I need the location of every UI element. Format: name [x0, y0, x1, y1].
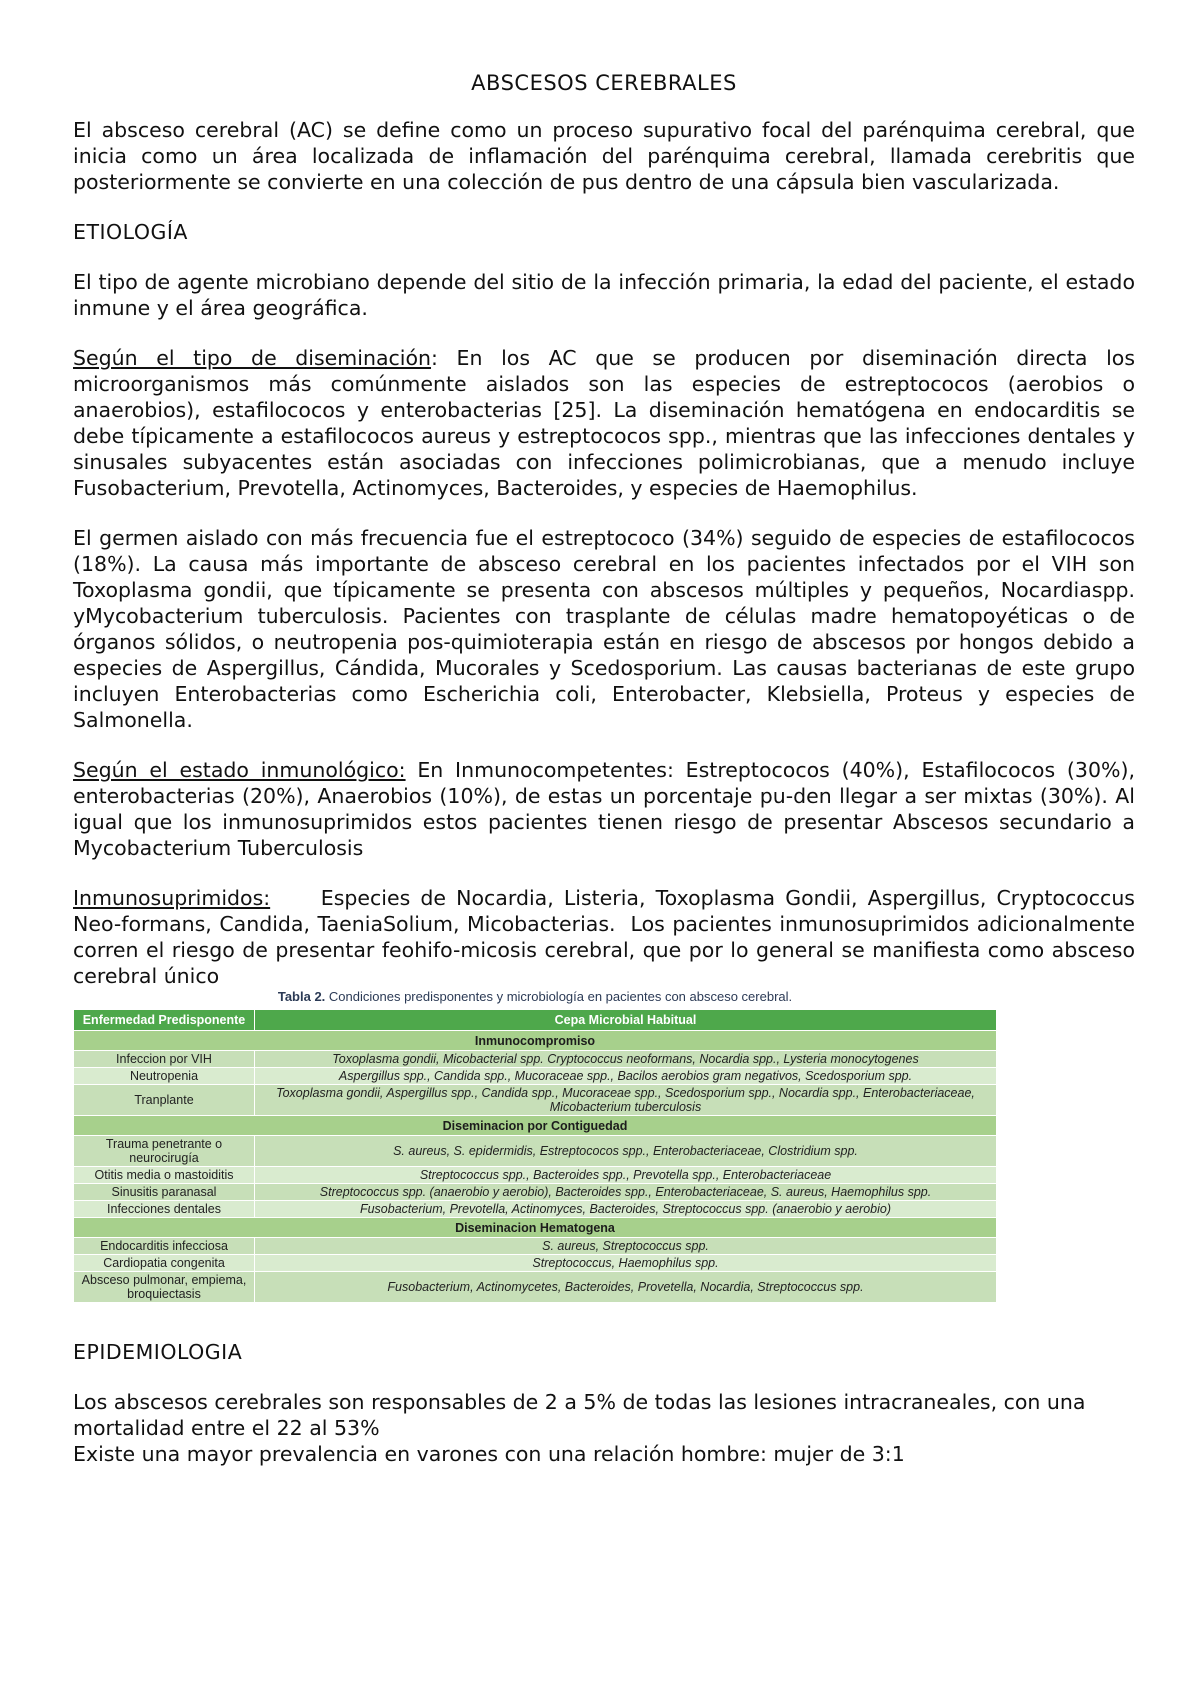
col-header-enfermedad: Enfermedad Predisponente [74, 1010, 255, 1031]
epidemiologia-paragraph-1: Los abscesos cerebrales son responsables de 2 a 5% de todas las lesiones intracraneales, con una mortalidad entre el 22 al 53% [73, 1390, 1086, 1440]
table-row [74, 1085, 997, 1116]
table-cell-microbial: Fusobacterium, Actinomycetes, Bacteroides, Provetella, Nocardia, Streptococcus spp. [255, 1272, 997, 1303]
table-row [74, 1068, 997, 1085]
estado-inmunologico-text: En Inmunocompetentes: Estreptococos (40%), Estafilococos (30%), enterobacterias (20%), Anaerobios (10%), de estas un porcentaje pu-den llegar a ser mixtas (30%). Al igual que los inmunosuprimidos estos pacientes tienen riesgo de presentar Abscesos secundario a Mycobacterium Tuberculosis [73, 758, 1135, 860]
table-cell-condition: Infecciones dentales [74, 1201, 255, 1218]
etiologia-paragraph-3: El germen aislado con más frecuencia fue el estreptococo (34%) seguido de especies de estafilococos (18%). La causa más importante de absceso cerebral en los pacientes infectados por el VIH son Toxoplasma gondii, que típicamente se presenta con abscesos múltiples y pequeños, Nocardiaspp. yMycobacterium tuberculosis. Pacientes con trasplante de células madre hematopoyéticas o de órganos sólidos, o neutropenia pos-quimioterapia están en riesgo de abscesos por hongos debido a especies de Aspergillus, Cándida, Mucorales y Scedosporium. Las causas bacterianas de este grupo incluyen Enterobacterias como Escherichia coli, Enterobacter, Klebsiella, Proteus y especies de Salmonella. [73, 526, 1135, 732]
table-row [74, 1167, 997, 1184]
table-cell-microbial: S. aureus, S. epidermidis, Estreptococos spp., Enterobacteriaceae, Clostridium spp. [255, 1136, 997, 1167]
document-page [73, 70, 1142, 1467]
table-cell-microbial: Fusobacterium, Prevotella, Actinomyces, Bacteroides, Streptococcus spp. (anaerobio y aerobio) [255, 1201, 997, 1218]
table-cell-microbial: Streptococcus spp., Bacteroides spp., Prevotella spp., Enterobacteriaceae [255, 1167, 997, 1184]
table-row [74, 1184, 997, 1201]
etiologia-paragraph-5 [73, 885, 1142, 989]
table-section-title: Diseminacion Hematogena [74, 1218, 997, 1238]
table-row [74, 1238, 997, 1255]
table-cell-microbial: Streptococcus, Haemophilus spp. [255, 1255, 997, 1272]
table-cell-condition: Absceso pulmonar, empiema, broquiectasis [74, 1272, 255, 1303]
table-cell-microbial: Streptococcus spp. (anaerobio y aerobio), Bacteroides spp., Enterobacteriaceae, S. aureus, Haemophilus spp. [255, 1184, 997, 1201]
table-cell-condition: Trauma penetrante o neurocirugía [74, 1136, 255, 1167]
table-header-row [74, 1010, 997, 1031]
etiologia-paragraph-2 [73, 345, 1135, 501]
table-cell-condition: Neutropenia [74, 1068, 255, 1085]
table-section-title: Inmunocompromiso [74, 1031, 997, 1051]
intro-paragraph: El absceso cerebral (AC) se define como un proceso supurativo focal del parénquima cerebral, que inicia como un área localizada de inflamación del parénquima cerebral, llamada cerebritis que posteriormente se convierte en una colección de pus dentro de una cápsula bien vascularizada. [73, 118, 1135, 194]
diseminacion-text: : En los AC que se producen por diseminación directa los microorganismos más comúnmente aislados son las especies de estreptococos (aerobios o anaerobios), estafilococos y enterobacterias [25]. La diseminación hematógena en endocarditis se debe típicamente a estafilococos aureus y estreptococos spp., mientras que las infecciones dentales y sinusales subyacentes están asociadas con infecciones polimicrobianas, que a menudo incluye Fusobacterium, Prevotella, Actinomyces, Bacteroides, y especies de Haemophilus. [73, 346, 1135, 500]
document-title: ABSCESOS CEREBRALES [471, 71, 737, 95]
etiologia-paragraph-1: El tipo de agente microbiano depende del sitio de la infección primaria, la edad del paciente, el estado inmune y el área geográfica. [73, 270, 1135, 320]
col-header-cepa: Cepa Microbial Habitual [255, 1010, 997, 1031]
table-caption-label: Tabla 2. [277, 989, 326, 1004]
estado-inmunologico-label: Según el estado inmunológico: [73, 758, 406, 782]
table-row [74, 1255, 997, 1272]
table-row [74, 1201, 997, 1218]
table-cell-condition: Cardiopatia congenita [74, 1255, 255, 1272]
table-cell-condition: Tranplante [74, 1085, 255, 1116]
table-caption [73, 989, 997, 1005]
table-cell-microbial: Aspergillus spp., Candida spp., Mucoraceae spp., Bacilos aerobios gram negativos, Scedosporium spp. [255, 1068, 997, 1085]
table-cell-microbial: Toxoplasma gondii, Aspergillus spp., Candida spp., Mucoraceae spp., Scedosporium spp., Nocardia spp., Enterobacteriaceae, Micobacterium tuberculosis [255, 1085, 997, 1116]
table-cell-condition: Endocarditis infecciosa [74, 1238, 255, 1255]
table-row [74, 1272, 997, 1303]
table-section-row [74, 1116, 997, 1136]
table-row [74, 1051, 997, 1068]
table-section-title: Diseminacion por Contiguedad [74, 1116, 997, 1136]
etiologia-paragraph-4 [73, 757, 1135, 861]
epidemiologia-paragraph-2: Existe una mayor prevalencia en varones con una relación hombre: mujer de 3:1 [73, 1442, 905, 1466]
table-caption-text: Condiciones predisponentes y microbiología en pacientes con absceso cerebral. [325, 989, 793, 1004]
table-section-row [74, 1031, 997, 1051]
microbiology-table [73, 1009, 997, 1303]
table-cell-condition: Infeccion por VIH [74, 1051, 255, 1068]
table-cell-condition: Sinusitis paranasal [74, 1184, 255, 1201]
table-cell-microbial: Toxoplasma gondii, Micobacterial spp. Cryptococcus neoformans, Nocardia spp., Lysteria monocytogenes [255, 1051, 997, 1068]
inmunosuprimidos-text: Especies de Nocardia, Listeria, Toxoplasma Gondii, Aspergillus, Cryptococcus Neo-formans, Candida, TaeniaSolium, Micobacterias. Los pacientes inmunosuprimidos adicionalmente corren el riesgo de presentar feohifo-micosis cerebral, que por lo general se manifiesta como absceso cerebral único [73, 886, 1142, 988]
diseminacion-label: Según el tipo de diseminación [73, 346, 432, 370]
table-section-row [74, 1218, 997, 1238]
epidemiologia-heading: EPIDEMIOLOGIA [73, 1340, 243, 1364]
table-cell-condition: Otitis media o mastoiditis [74, 1167, 255, 1184]
table-cell-microbial: S. aureus, Streptococcus spp. [255, 1238, 997, 1255]
inmunosuprimidos-label: Inmunosuprimidos: [73, 886, 271, 910]
etiologia-heading: ETIOLOGÍA [73, 220, 188, 244]
table-body [74, 1031, 997, 1303]
table-row [74, 1136, 997, 1167]
